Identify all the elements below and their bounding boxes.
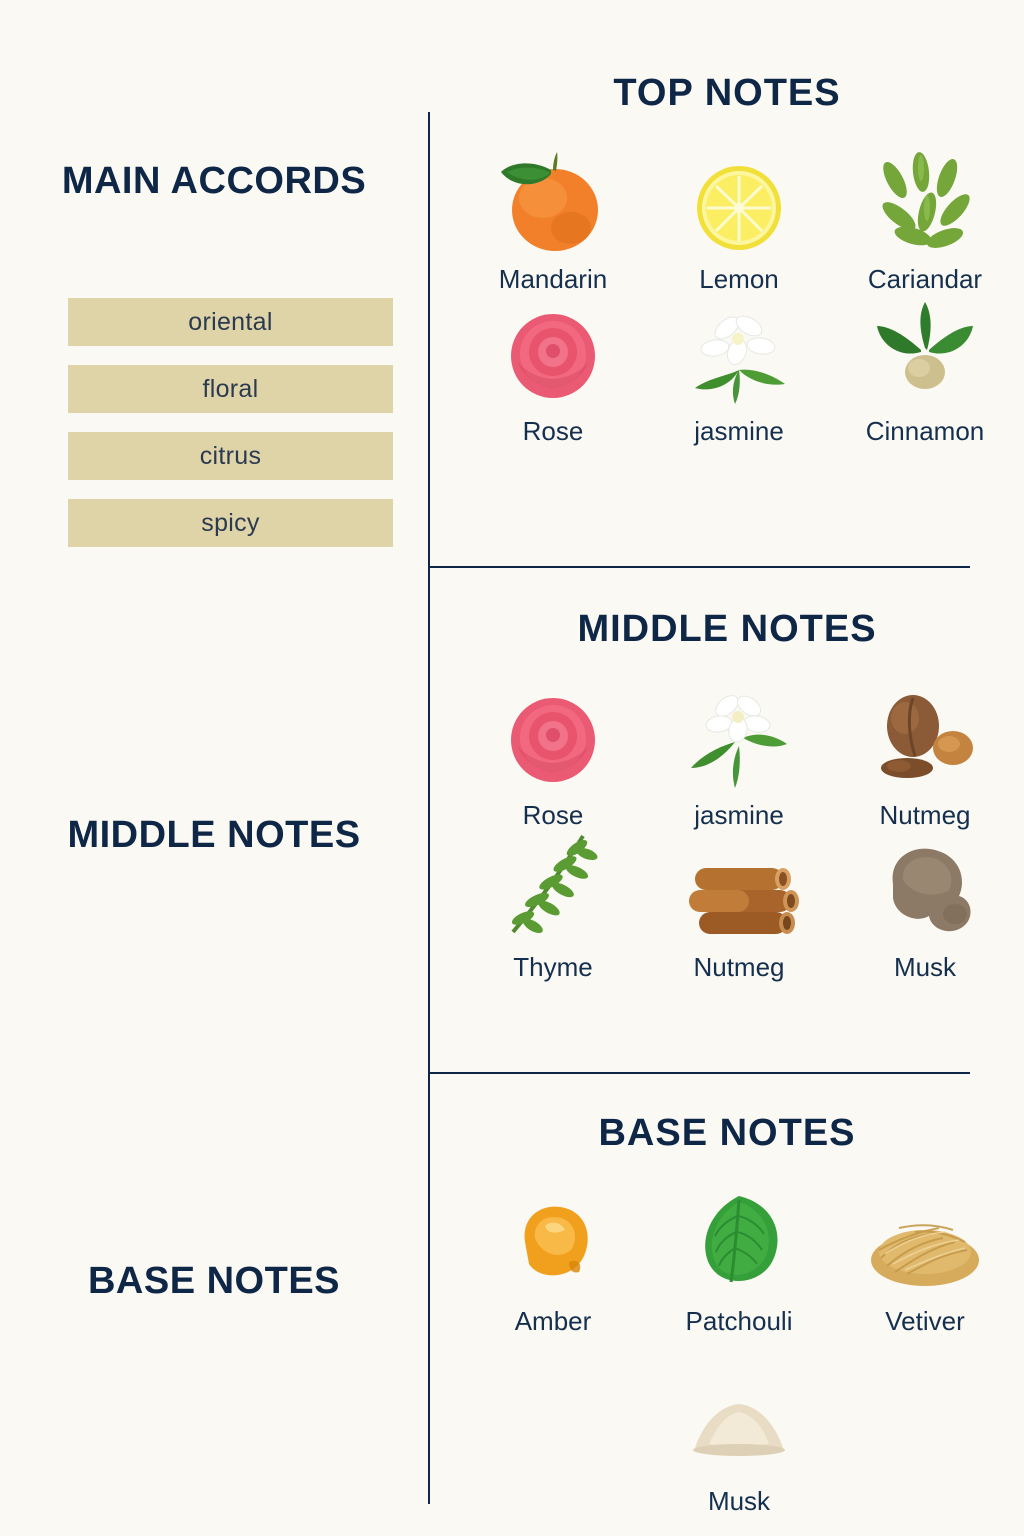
- note-label: Vetiver: [885, 1306, 965, 1336]
- accord-label: oriental: [188, 307, 273, 336]
- note-label: Nutmeg: [693, 952, 785, 982]
- base-notes-grid-row2: [460, 1362, 1020, 1514]
- note-item-thyme: [460, 828, 646, 980]
- section-divider-1: [430, 566, 970, 568]
- middle-notes-side-heading: MIDDLE NOTES: [67, 814, 361, 856]
- top-notes-title: TOP NOTES: [613, 72, 841, 114]
- accord-label: spicy: [201, 508, 260, 537]
- accord-bar-spicy: [68, 499, 393, 547]
- note-item-musk-base: [646, 1362, 832, 1514]
- note-item-vetiver: [832, 1182, 1018, 1334]
- middle-notes-title: MIDDLE NOTES: [577, 608, 877, 650]
- note-label: Nutmeg: [879, 800, 971, 830]
- note-item-jasmine-top: [646, 292, 832, 444]
- note-item-nutmeg-middle: [832, 676, 1018, 828]
- jasmine-flower-icon: [669, 676, 809, 792]
- top-notes-grid: [460, 140, 1020, 444]
- note-item-rose-middle: [460, 676, 646, 828]
- note-label: Mandarin: [498, 264, 608, 294]
- note-item-patchouli: [646, 1182, 832, 1334]
- main-accords-list: [68, 298, 393, 566]
- lemon-slice-icon: [669, 140, 809, 256]
- accord-bar-oriental: [68, 298, 393, 346]
- note-label: Lemon: [699, 264, 779, 294]
- left-labels-column: [0, 0, 428, 1536]
- note-item-mandarin: [460, 140, 646, 292]
- note-item-nutmeg-sticks: [646, 828, 832, 980]
- note-label: Musk: [893, 952, 957, 982]
- base-notes-side-heading: BASE NOTES: [87, 1260, 341, 1302]
- patchouli-leaf-icon: [669, 1182, 809, 1298]
- cardamom-pods-icon: [855, 140, 995, 256]
- note-label: jasmine: [694, 800, 784, 830]
- thyme-sprig-icon: [483, 828, 623, 944]
- note-label: Cariandar: [867, 264, 983, 294]
- base-notes-title: BASE NOTES: [598, 1112, 856, 1154]
- musk-stone-icon: [855, 828, 995, 944]
- nutmeg-seed-icon: [855, 676, 995, 792]
- note-label: Rose: [522, 800, 584, 830]
- note-label: Patchouli: [685, 1306, 793, 1336]
- nutmeg-leaves-icon: [855, 292, 995, 408]
- middle-notes-grid: [460, 676, 1020, 980]
- notes-column: [430, 0, 1024, 1536]
- note-label: Musk: [707, 1486, 771, 1516]
- note-item-cariandar: [832, 140, 1018, 292]
- note-item-amber: [460, 1182, 646, 1334]
- section-divider-2: [430, 1072, 970, 1074]
- musk-powder-icon: [669, 1362, 809, 1478]
- note-item-rose-top: [460, 292, 646, 444]
- cinnamon-sticks-icon: [669, 828, 809, 944]
- accord-label: citrus: [199, 441, 262, 470]
- base-notes-grid: [460, 1182, 1020, 1334]
- accord-bar-floral: [68, 365, 393, 413]
- accord-label: floral: [202, 374, 259, 403]
- note-label: Rose: [522, 416, 584, 446]
- note-label: jasmine: [694, 416, 784, 446]
- note-item-lemon: [646, 140, 832, 292]
- pink-rose-icon: [483, 676, 623, 792]
- jasmine-flower-icon: [669, 292, 809, 408]
- vetiver-roots-icon: [855, 1182, 995, 1298]
- note-item-jasmine-middle: [646, 676, 832, 828]
- note-label: Thyme: [513, 952, 593, 982]
- amber-resin-icon: [483, 1182, 623, 1298]
- note-label: Cinnamon: [865, 416, 985, 446]
- main-accords-heading: MAIN ACCORDS: [61, 160, 367, 202]
- accord-bar-citrus: [68, 432, 393, 480]
- pink-rose-icon: [483, 292, 623, 408]
- note-item-musk-middle: [832, 828, 1018, 980]
- note-item-cinnamon-top: [832, 292, 1018, 444]
- note-label: Amber: [514, 1306, 592, 1336]
- orange-fruit-icon: [483, 140, 623, 256]
